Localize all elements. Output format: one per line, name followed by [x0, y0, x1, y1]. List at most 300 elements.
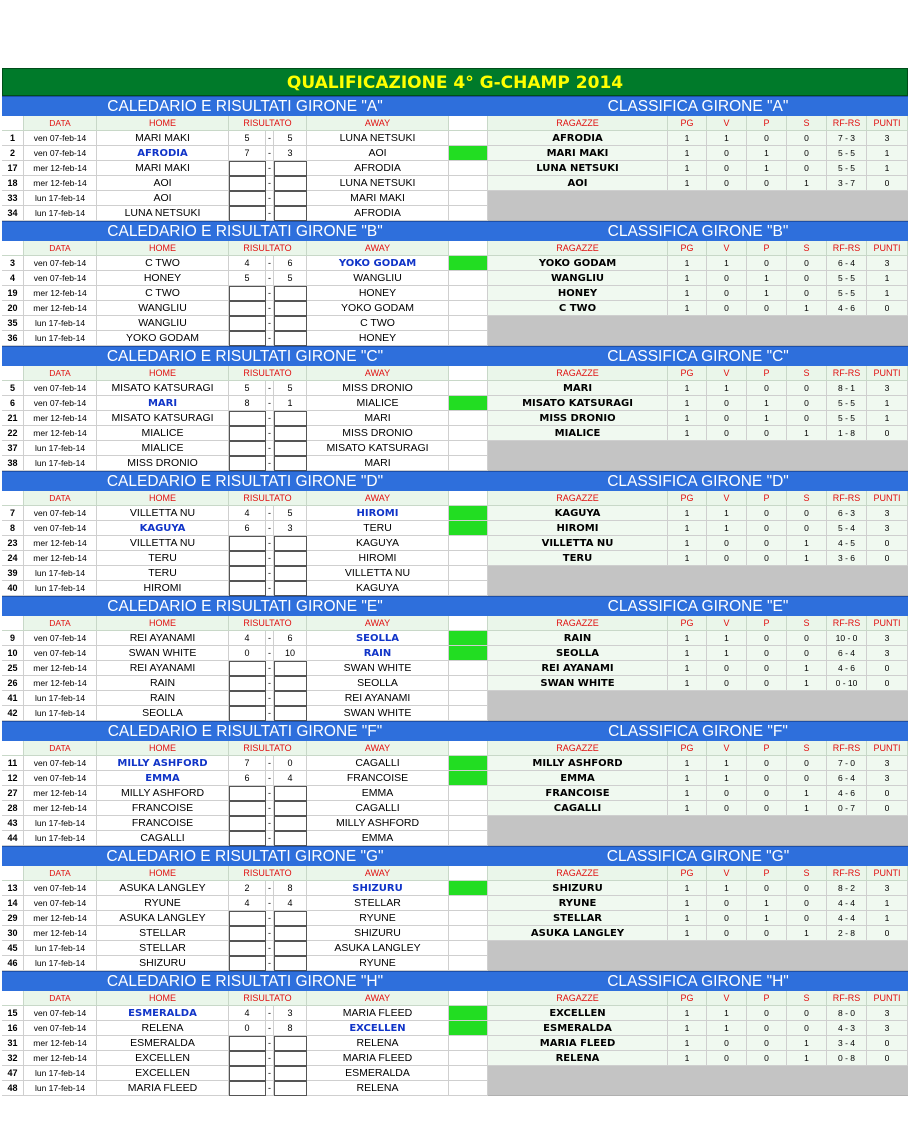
header-num-cell — [2, 991, 24, 1006]
away-score-cell[interactable] — [274, 301, 307, 316]
away-score-cell[interactable]: 0 — [274, 756, 307, 771]
standing-pg: 1 — [668, 256, 707, 271]
away-score-cell[interactable] — [274, 581, 307, 596]
away-score-cell[interactable] — [274, 441, 307, 456]
match-number: 21 — [2, 411, 24, 426]
standing-draws: 0 — [747, 536, 787, 551]
winner-indicator — [449, 271, 488, 286]
standing-goals: 5 - 5 — [827, 411, 867, 426]
standing-team: MILLY ASHFORD — [488, 756, 668, 771]
away-score-cell[interactable] — [274, 456, 307, 471]
match-row — [2, 1081, 488, 1096]
away-score-cell[interactable] — [274, 956, 307, 971]
away-score-cell[interactable] — [274, 661, 307, 676]
calendar-title: CALEDARIO E RISULTATI GIRONE "G" — [2, 846, 488, 866]
match-row — [2, 506, 488, 521]
away-team: MIALICE — [307, 396, 449, 411]
away-team: HONEY — [307, 286, 449, 301]
home-score-cell[interactable]: 6 — [229, 521, 266, 536]
away-team: YOKO GODAM — [307, 301, 449, 316]
standings-row — [488, 506, 908, 521]
standings-row — [488, 646, 908, 661]
away-score-cell[interactable]: 1 — [274, 396, 307, 411]
away-score-cell[interactable] — [274, 206, 307, 221]
away-score-cell[interactable] — [274, 676, 307, 691]
header-rfrs: RF-RS — [827, 991, 867, 1006]
match-number: 38 — [2, 456, 24, 471]
away-score-cell[interactable] — [274, 1051, 307, 1066]
home-score-cell[interactable] — [229, 581, 266, 596]
calendar-header-row — [2, 866, 488, 881]
header-pg: PG — [668, 116, 707, 131]
match-date: lun 17-feb-14 — [24, 1066, 97, 1081]
home-score-cell[interactable] — [229, 941, 266, 956]
header-home: HOME — [97, 991, 229, 1006]
home-team: MISATO KATSURAGI — [97, 381, 229, 396]
calendar-panel — [2, 721, 488, 846]
away-score-cell[interactable] — [274, 691, 307, 706]
score-separator: - — [266, 676, 274, 691]
away-team: TERU — [307, 521, 449, 536]
score-separator: - — [266, 206, 274, 221]
home-team: CAGALLI — [97, 831, 229, 846]
home-score-cell[interactable] — [229, 1081, 266, 1096]
home-score-cell[interactable] — [229, 786, 266, 801]
home-score-cell[interactable]: 7 — [229, 146, 266, 161]
away-team: EXCELLEN — [307, 1021, 449, 1036]
header-punti: PUNTI — [867, 491, 908, 506]
away-score-cell[interactable] — [274, 411, 307, 426]
score-separator: - — [266, 756, 274, 771]
standing-wins: 1 — [707, 771, 747, 786]
standing-team: FRANCOISE — [488, 786, 668, 801]
calendar-panel — [2, 96, 488, 221]
standings-panel — [488, 846, 908, 971]
away-team: MISATO KATSURAGI — [307, 441, 449, 456]
home-team: YOKO GODAM — [97, 331, 229, 346]
home-score-cell[interactable] — [229, 456, 266, 471]
away-team: RELENA — [307, 1081, 449, 1096]
match-date: ven 07-feb-14 — [24, 881, 97, 896]
standing-losses: 0 — [787, 631, 827, 646]
match-date: mer 12-feb-14 — [24, 161, 97, 176]
standing-pg: 1 — [668, 396, 707, 411]
match-date: ven 07-feb-14 — [24, 631, 97, 646]
match-date: mer 12-feb-14 — [24, 911, 97, 926]
home-score-cell[interactable]: 7 — [229, 756, 266, 771]
home-score-cell[interactable] — [229, 831, 266, 846]
standing-points: 1 — [867, 911, 908, 926]
standing-draws: 0 — [747, 426, 787, 441]
standing-goals: 6 - 3 — [827, 506, 867, 521]
home-score-cell[interactable]: 0 — [229, 1021, 266, 1036]
calendar-panel — [2, 846, 488, 971]
home-team: MILLY ASHFORD — [97, 786, 229, 801]
header-punti: PUNTI — [867, 866, 908, 881]
winner-indicator — [449, 536, 488, 551]
winner-indicator — [449, 896, 488, 911]
home-score-cell[interactable] — [229, 331, 266, 346]
standing-wins: 0 — [707, 146, 747, 161]
standing-pg: 1 — [668, 771, 707, 786]
match-row — [2, 566, 488, 581]
standings-title: CLASSIFICA GIRONE "H" — [488, 971, 908, 991]
standing-draws: 1 — [747, 146, 787, 161]
away-team: ESMERALDA — [307, 1066, 449, 1081]
score-separator: - — [266, 411, 274, 426]
away-score-cell[interactable]: 3 — [274, 521, 307, 536]
away-team: HIROMI — [307, 506, 449, 521]
standings-row — [488, 911, 908, 926]
score-separator: - — [266, 456, 274, 471]
header-away: AWAY — [307, 741, 449, 756]
home-score-cell[interactable] — [229, 176, 266, 191]
away-score-cell[interactable] — [274, 786, 307, 801]
standing-losses: 1 — [787, 176, 827, 191]
away-score-cell[interactable] — [274, 801, 307, 816]
standing-losses: 1 — [787, 536, 827, 551]
away-score-cell[interactable] — [274, 926, 307, 941]
standing-goals: 6 - 4 — [827, 256, 867, 271]
home-score-cell[interactable] — [229, 286, 266, 301]
calendar-panel — [2, 971, 488, 1096]
match-row — [2, 176, 488, 191]
home-score-cell[interactable] — [229, 676, 266, 691]
match-number: 28 — [2, 801, 24, 816]
home-score-cell[interactable] — [229, 816, 266, 831]
standing-draws: 0 — [747, 881, 787, 896]
standing-wins: 1 — [707, 1006, 747, 1021]
calendar-title: CALEDARIO E RISULTATI GIRONE "D" — [2, 471, 488, 491]
header-rfrs: RF-RS — [827, 741, 867, 756]
winner-indicator — [449, 1036, 488, 1051]
home-score-cell[interactable]: 4 — [229, 506, 266, 521]
home-score-cell[interactable]: 6 — [229, 771, 266, 786]
header-home: HOME — [97, 366, 229, 381]
match-date: lun 17-feb-14 — [24, 831, 97, 846]
away-score-cell[interactable] — [274, 911, 307, 926]
home-score-cell[interactable] — [229, 566, 266, 581]
standing-team: REI AYANAMI — [488, 661, 668, 676]
home-score-cell[interactable] — [229, 956, 266, 971]
match-row — [2, 771, 488, 786]
away-score-cell[interactable] — [274, 331, 307, 346]
away-score-cell[interactable] — [274, 1066, 307, 1081]
away-score-cell[interactable]: 5 — [274, 131, 307, 146]
standing-draws: 0 — [747, 521, 787, 536]
header-num-cell — [2, 741, 24, 756]
away-score-cell[interactable] — [274, 176, 307, 191]
away-team: FRANCOISE — [307, 771, 449, 786]
match-date: mer 12-feb-14 — [24, 661, 97, 676]
standing-pg: 1 — [668, 536, 707, 551]
standing-points: 0 — [867, 426, 908, 441]
score-separator: - — [266, 506, 274, 521]
match-date: ven 07-feb-14 — [24, 756, 97, 771]
match-date: mer 12-feb-14 — [24, 301, 97, 316]
away-score-cell[interactable]: 8 — [274, 1021, 307, 1036]
away-score-cell[interactable] — [274, 551, 307, 566]
away-score-cell[interactable] — [274, 831, 307, 846]
standing-pg: 1 — [668, 426, 707, 441]
home-score-cell[interactable] — [229, 691, 266, 706]
score-separator: - — [266, 771, 274, 786]
standing-goals: 8 - 2 — [827, 881, 867, 896]
home-team: AFRODIA — [97, 146, 229, 161]
away-team: MISS DRONIO — [307, 426, 449, 441]
standing-wins: 0 — [707, 411, 747, 426]
away-score-cell[interactable] — [274, 286, 307, 301]
score-separator: - — [266, 831, 274, 846]
score-separator: - — [266, 551, 274, 566]
standing-draws: 1 — [747, 911, 787, 926]
standings-row — [488, 256, 908, 271]
home-score-cell[interactable] — [229, 441, 266, 456]
away-score-cell[interactable] — [274, 941, 307, 956]
header-date: DATA — [24, 491, 97, 506]
score-separator: - — [266, 146, 274, 161]
home-team: ESMERALDA — [97, 1006, 229, 1021]
winner-indicator — [449, 771, 488, 786]
score-separator: - — [266, 816, 274, 831]
home-score-cell[interactable]: 4 — [229, 631, 266, 646]
home-score-cell[interactable] — [229, 661, 266, 676]
score-separator: - — [266, 566, 274, 581]
header-v: V — [707, 741, 747, 756]
away-score-cell[interactable] — [274, 161, 307, 176]
away-score-cell[interactable]: 5 — [274, 381, 307, 396]
match-number: 30 — [2, 926, 24, 941]
standings-row — [488, 381, 908, 396]
away-team: LUNA NETSUKI — [307, 176, 449, 191]
calendar-header-row — [2, 741, 488, 756]
group-0 — [2, 96, 908, 221]
away-score-cell[interactable]: 6 — [274, 256, 307, 271]
standing-losses: 0 — [787, 771, 827, 786]
match-date: lun 17-feb-14 — [24, 206, 97, 221]
match-row — [2, 381, 488, 396]
header-flag-cell — [449, 741, 488, 756]
header-team: RAGAZZE — [488, 616, 668, 631]
group-4 — [2, 596, 908, 721]
away-team: VILLETTA NU — [307, 566, 449, 581]
away-score-cell[interactable] — [274, 1036, 307, 1051]
header-punti: PUNTI — [867, 366, 908, 381]
home-score-cell[interactable] — [229, 411, 266, 426]
home-score-cell[interactable] — [229, 316, 266, 331]
away-score-cell[interactable] — [274, 566, 307, 581]
match-date: lun 17-feb-14 — [24, 691, 97, 706]
home-score-cell[interactable]: 5 — [229, 271, 266, 286]
standing-points: 1 — [867, 271, 908, 286]
header-s: S — [787, 116, 827, 131]
match-number: 22 — [2, 426, 24, 441]
home-score-cell[interactable] — [229, 706, 266, 721]
away-score-cell[interactable] — [274, 536, 307, 551]
match-date: mer 12-feb-14 — [24, 926, 97, 941]
header-home: HOME — [97, 616, 229, 631]
away-score-cell[interactable]: 4 — [274, 771, 307, 786]
standing-points: 0 — [867, 176, 908, 191]
winner-indicator — [449, 566, 488, 581]
away-score-cell[interactable] — [274, 1081, 307, 1096]
header-flag-cell — [449, 366, 488, 381]
standing-points: 1 — [867, 146, 908, 161]
header-num-cell — [2, 491, 24, 506]
home-team: ASUKA LANGLEY — [97, 911, 229, 926]
away-score-cell[interactable] — [274, 816, 307, 831]
header-rfrs: RF-RS — [827, 116, 867, 131]
header-flag-cell — [449, 991, 488, 1006]
match-row — [2, 271, 488, 286]
home-score-cell[interactable]: 2 — [229, 881, 266, 896]
home-score-cell[interactable]: 5 — [229, 381, 266, 396]
away-team: RYUNE — [307, 956, 449, 971]
match-number: 33 — [2, 191, 24, 206]
standings-row — [488, 426, 908, 441]
away-score-cell[interactable] — [274, 316, 307, 331]
home-team: VILLETTA NU — [97, 506, 229, 521]
winner-indicator — [449, 381, 488, 396]
match-row — [2, 1066, 488, 1081]
header-date: DATA — [24, 116, 97, 131]
match-number: 8 — [2, 521, 24, 536]
away-score-cell[interactable] — [274, 706, 307, 721]
standings-panel — [488, 346, 908, 471]
empty-grey-area — [488, 316, 908, 346]
standing-points: 0 — [867, 676, 908, 691]
winner-indicator — [449, 706, 488, 721]
header-away: AWAY — [307, 991, 449, 1006]
score-separator: - — [266, 896, 274, 911]
standing-pg: 1 — [668, 146, 707, 161]
standing-points: 1 — [867, 411, 908, 426]
winner-indicator — [449, 506, 488, 521]
standings-row — [488, 551, 908, 566]
away-team: REI AYANAMI — [307, 691, 449, 706]
standing-team: MISATO KATSURAGI — [488, 396, 668, 411]
standing-pg: 1 — [668, 881, 707, 896]
away-team: EMMA — [307, 786, 449, 801]
winner-indicator — [449, 1051, 488, 1066]
match-row — [2, 1036, 488, 1051]
standing-points: 1 — [867, 396, 908, 411]
header-p: P — [747, 241, 787, 256]
standing-team: AFRODIA — [488, 131, 668, 146]
away-score-cell[interactable]: 3 — [274, 146, 307, 161]
match-number: 29 — [2, 911, 24, 926]
header-flag-cell — [449, 866, 488, 881]
standings-title: CLASSIFICA GIRONE "G" — [488, 846, 908, 866]
home-score-cell[interactable]: 4 — [229, 896, 266, 911]
standing-pg: 1 — [668, 176, 707, 191]
match-row — [2, 256, 488, 271]
match-date: lun 17-feb-14 — [24, 581, 97, 596]
standing-losses: 1 — [787, 1051, 827, 1066]
match-date: ven 07-feb-14 — [24, 506, 97, 521]
standing-wins: 1 — [707, 381, 747, 396]
header-p: P — [747, 366, 787, 381]
header-v: V — [707, 491, 747, 506]
home-team: MARIA FLEED — [97, 1081, 229, 1096]
match-row — [2, 536, 488, 551]
away-score-cell[interactable]: 5 — [274, 271, 307, 286]
home-score-cell[interactable] — [229, 206, 266, 221]
header-v: V — [707, 866, 747, 881]
home-score-cell[interactable] — [229, 1051, 266, 1066]
standing-wins: 0 — [707, 286, 747, 301]
home-score-cell[interactable]: 0 — [229, 646, 266, 661]
away-score-cell[interactable] — [274, 191, 307, 206]
away-score-cell[interactable] — [274, 426, 307, 441]
standing-draws: 1 — [747, 286, 787, 301]
home-team: C TWO — [97, 256, 229, 271]
calendar-title: CALEDARIO E RISULTATI GIRONE "E" — [2, 596, 488, 616]
header-v: V — [707, 616, 747, 631]
home-score-cell[interactable] — [229, 301, 266, 316]
away-score-cell[interactable]: 4 — [274, 896, 307, 911]
away-score-cell[interactable]: 10 — [274, 646, 307, 661]
home-score-cell[interactable] — [229, 801, 266, 816]
match-row — [2, 1051, 488, 1066]
standing-wins: 1 — [707, 1021, 747, 1036]
standings-title: CLASSIFICA GIRONE "A" — [488, 96, 908, 116]
header-num-cell — [2, 616, 24, 631]
away-score-cell[interactable]: 3 — [274, 1006, 307, 1021]
standing-draws: 1 — [747, 396, 787, 411]
match-row — [2, 581, 488, 596]
home-score-cell[interactable]: 4 — [229, 1006, 266, 1021]
home-score-cell[interactable]: 8 — [229, 396, 266, 411]
home-team: EXCELLEN — [97, 1066, 229, 1081]
home-score-cell[interactable] — [229, 551, 266, 566]
away-score-cell[interactable]: 5 — [274, 506, 307, 521]
home-score-cell[interactable]: 5 — [229, 131, 266, 146]
standing-pg: 1 — [668, 926, 707, 941]
header-team: RAGAZZE — [488, 116, 668, 131]
home-score-cell[interactable] — [229, 1036, 266, 1051]
score-separator: - — [266, 801, 274, 816]
away-score-cell[interactable]: 6 — [274, 631, 307, 646]
standing-goals: 5 - 5 — [827, 286, 867, 301]
home-score-cell[interactable] — [229, 926, 266, 941]
home-score-cell[interactable] — [229, 536, 266, 551]
home-score-cell[interactable] — [229, 911, 266, 926]
away-score-cell[interactable]: 8 — [274, 881, 307, 896]
winner-indicator — [449, 551, 488, 566]
winner-indicator — [449, 331, 488, 346]
standing-pg: 1 — [668, 521, 707, 536]
score-separator: - — [266, 956, 274, 971]
score-separator: - — [266, 1051, 274, 1066]
away-team: EMMA — [307, 831, 449, 846]
standing-losses: 0 — [787, 131, 827, 146]
home-score-cell[interactable] — [229, 191, 266, 206]
standing-team: TERU — [488, 551, 668, 566]
home-score-cell[interactable] — [229, 161, 266, 176]
standings-row — [488, 301, 908, 316]
home-score-cell[interactable] — [229, 1066, 266, 1081]
standings-row — [488, 176, 908, 191]
score-separator: - — [266, 396, 274, 411]
home-score-cell[interactable]: 4 — [229, 256, 266, 271]
away-team: MARI — [307, 411, 449, 426]
home-score-cell[interactable] — [229, 426, 266, 441]
header-flag-cell — [449, 491, 488, 506]
match-row — [2, 896, 488, 911]
away-team: CAGALLI — [307, 801, 449, 816]
standing-points: 3 — [867, 756, 908, 771]
